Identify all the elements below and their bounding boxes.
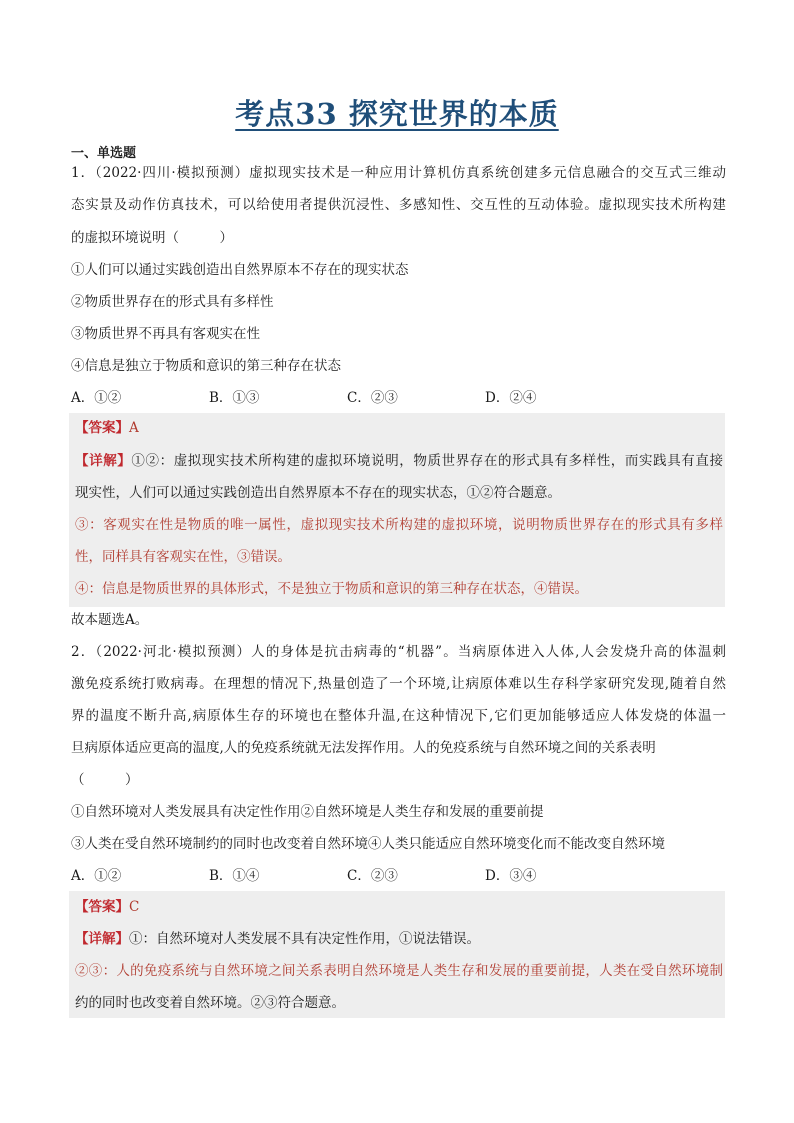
q1-answer <box>75 418 723 438</box>
q1-detail-line: 现实性，人们可以通过实践创造出自然界原本不存在的现实状态，①②符合题意。 <box>75 485 561 501</box>
q1-item: ③物质世界不再具有客观实在性 <box>71 326 260 342</box>
q1-item: ④信息是独立于物质和意识的第三种存在状态 <box>71 358 341 374</box>
q2-detail-line: 【详解】①：自然环境对人类发展不具有决定性作用，①说法错误。 <box>75 931 480 947</box>
q2-stem-line: 激免疫系统打败病毒。在理想的情况下,热量创造了一个环境,让病原体难以生存科学家研究发现,随着自然 <box>71 676 726 692</box>
q1-option-d: D．②④ <box>485 390 537 406</box>
q2-option-d: D．③④ <box>485 868 537 884</box>
answer-tag: 【答案】 <box>75 420 129 436</box>
answer-value: A <box>129 420 139 436</box>
q1-detail-line: 性，同样具有客观实在性，③错误。 <box>75 549 291 565</box>
section-heading: 一、单选题 <box>71 146 137 161</box>
q1-stem-line: 1．（2022·四川·模拟预测）虚拟现实技术是一种应用计算机仿真系统创建多元信息融合的交互式三维动 <box>71 165 726 181</box>
q1-detail-line: ④：信息是物质世界的具体形式，不是独立于物质和意识的第三种存在状态，④错误。 <box>75 581 588 597</box>
answer-tag: 【答案】 <box>75 899 129 915</box>
q2-stem-line: （ ） <box>71 772 139 788</box>
q1-detail-line: ③：客观实在性是物质的唯一属性，虚拟现实技术所构建的虚拟环境，说明物质世界存在的形式具有多样 <box>75 517 723 533</box>
q2-stem-line: 旦病原体适应更高的温度,人的免疫系统就无法发挥作用。人的免疫系统与自然环境之间的关系表明 <box>71 740 656 756</box>
q1-answer-box <box>69 413 725 607</box>
q1-option-c: C．②③ <box>347 390 398 406</box>
q1-stem-line: 的虚拟环境说明（ ） <box>71 230 233 246</box>
detail-tag: 【详解】 <box>75 931 129 947</box>
q1-detail-line: 【详解】①②：虚拟现实技术所构建的虚拟环境说明，物质世界存在的形式具有多样性，而实践具有直接 <box>75 453 724 469</box>
q2-detail-line: 约的同时也改变着自然环境。②③符合题意。 <box>75 995 345 1011</box>
q2-detail-line: ②③：人的免疫系统与自然环境之间关系表明自然环境是人类生存和发展的重要前提，人类在受自然环境制 <box>75 963 723 979</box>
q2-option-a: A．①② <box>71 868 122 884</box>
q1-option-a: A．①② <box>71 390 122 406</box>
q1-item: ①人们可以通过实践创造出自然界原本不存在的现实状态 <box>71 262 409 278</box>
q2-item: ③人类在受自然环境制约的同时也改变着自然环境④人类只能适应自然环境变化而不能改变自然环境 <box>71 836 665 852</box>
q1-conclusion: 故本题选A。 <box>71 612 149 628</box>
q1-item: ②物质世界存在的形式具有多样性 <box>71 294 274 310</box>
q1-option-b: B．①③ <box>209 390 260 406</box>
q2-item: ①自然环境对人类发展具有决定性作用②自然环境是人类生存和发展的重要前提 <box>71 804 544 820</box>
q2-stem-line: 2．（2022·河北·模拟预测）人的身体是抗击病毒的“机器”。当病原体进入人体,人会发烧升高的体温刺 <box>71 644 726 660</box>
page-title: 考点33 探究世界的本质 <box>235 97 559 131</box>
detail-tag: 【详解】 <box>75 453 132 469</box>
q2-stem-line: 界的温度不断升高,病原体生存的环境也在整体升温,在这种情况下,它们更加能够适应人体发烧的体温一 <box>71 708 726 724</box>
q2-option-c: C．②③ <box>347 868 398 884</box>
q1-stem-line: 态实景及动作仿真技术，可以给使用者提供沉浸性、多感知性、交互性的互动体验。虚拟现实技术所构建 <box>71 197 726 213</box>
q2-option-b: B．①④ <box>209 868 260 884</box>
q2-answer <box>75 897 723 917</box>
answer-value: C <box>129 899 140 915</box>
